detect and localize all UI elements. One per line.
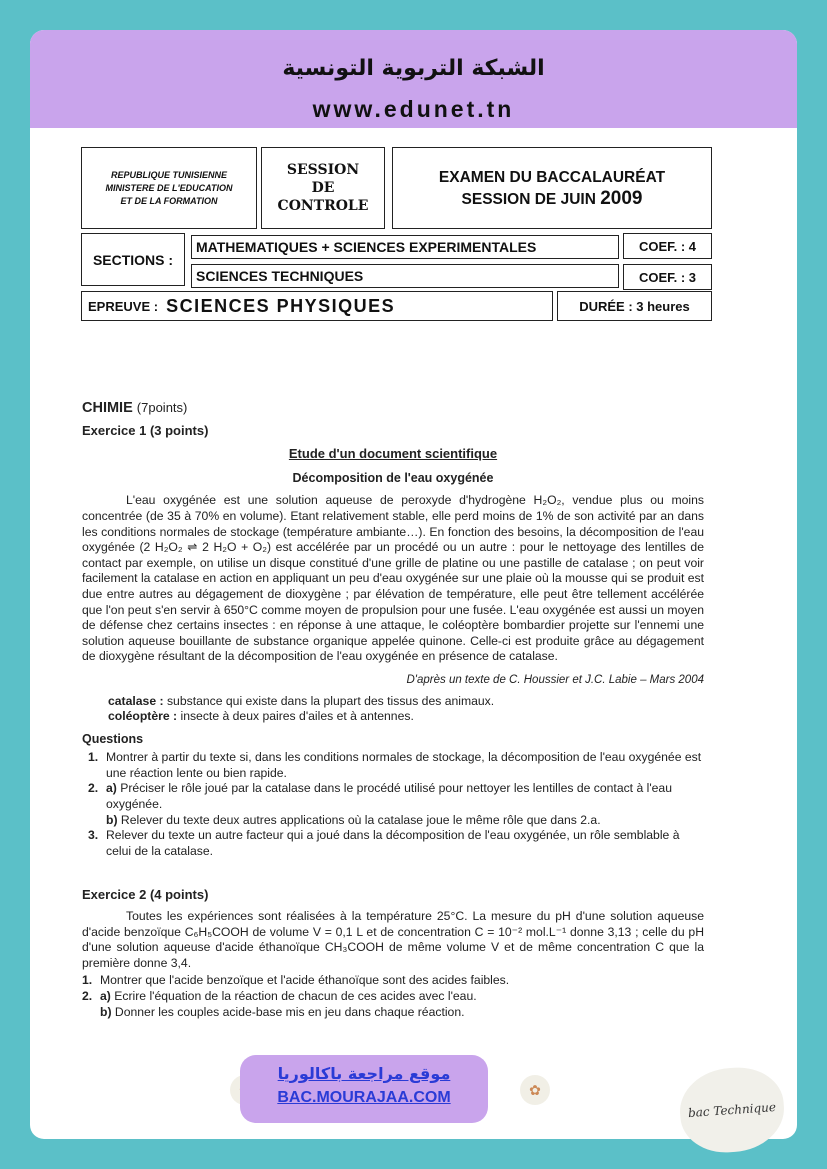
footer-site-link[interactable]: BAC.MOURAJAA.COM (277, 1089, 451, 1106)
glossary: catalase : substance qui existe dans la plupart des tissus des animaux. coléoptère : insecte à deux paires d'ailes et à antennes. (108, 693, 495, 724)
document-paragraph: L'eau oxygénée est une solution aqueuse de peroxyde d'hydrogène H₂O₂, vendue plus ou moins concentrée (de 35 à 70% en volume). Etant relativement stable, elle perd moins de 1% de son activité par an dans les conditions normales de stockage (température ambiante…). En fonction des besoins, la décomposition de l'eau oxygénée (2 H₂O₂ ⇌ 2 H₂O + O₂) est accélérée par un procédé ou un autre : pour le nettoyage des lentilles de contact par exemple, on utilise un disque constitué d'une grille de platine ou une pastille de catalase ; on peut voir facilement la catalase en action en appliquant un peu d'eau oxygénée sur une plaie où la mousse qui se produit est due entre autres au dégagement de dioxygène ; par élévation de température, elle peut être tellement accélérée que l'on peut s'en servir à 650°C comme moyen de propulsion pour une fusée. L'eau oxygénée est aussi un moyen de défense chez certains insectes : en réponse à une attaque, le coléoptère bombardier projette sur l'ennemi une solution aqueuse bouillante de substance organique appelée quinone. Celle-ci est produite grâce au dégagement de dioxygène résultant de la décomposition de l'eau oxygénée en présence de catalase. (82, 493, 704, 664)
epreuve-subject: SCIENCES PHYSIQUES (166, 295, 396, 316)
duree-box: DURÉE : 3 heures (557, 291, 712, 321)
republic-box: REPUBLIQUE TUNISIENNE MINISTERE DE L'EDUCATION ET DE LA FORMATION (81, 147, 257, 229)
exam-box: EXAMEN DU BACCALAURÉAT SESSION DE JUIN 2009 (392, 147, 712, 229)
exercise-1-title: Exercice 1 (3 points) (82, 422, 209, 438)
ex2-question-1: 1. Montrer que l'acide benzoïque et l'acide éthanoïque sont des acides faibles. (82, 973, 510, 988)
top-banner (30, 30, 797, 128)
exercise-2-paragraph: Toutes les expériences sont réalisées à la température 25°C. La mesure du pH d'une solution aqueuse d'acide benzoïque C₆H₅COOH de volume V = 0,1 L et de concentration C = 10⁻² mol.L⁻¹ donne 3,13 ; celle du pH d'une solution aqueuse d'acide éthanoïque CH₃COOH de même volume V et de même concentration C que la première donne 3,4. (82, 909, 704, 970)
document-subtitle: Décomposition de l'eau oxygénée (292, 470, 494, 485)
ex2-question-2a: 2. a) Ecrire l'équation de la réaction de chacun de ces acides avec l'eau. (82, 989, 477, 1003)
coef-1: COEF. : 4 (623, 233, 712, 259)
epreuve-label: EPREUVE : (88, 298, 159, 314)
footer-badge[interactable] (240, 1055, 488, 1123)
section-math-sciences: MATHEMATIQUES + SCIENCES EXPERIMENTALES (191, 235, 619, 259)
banner-url[interactable]: www.edunet.tn (312, 96, 515, 122)
document-title: Etude d'un document scientifique (288, 446, 498, 462)
section-techniques: SCIENCES TECHNIQUES (191, 264, 619, 288)
ex2-question-2b: b) Donner les couples acide-base mis en jeu dans chaque réaction. (100, 1004, 465, 1019)
bac-technique-stamp: bac Technique (677, 1064, 787, 1155)
coef-2: COEF. : 3 (623, 264, 712, 290)
exam-content (82, 400, 704, 1020)
exercise-2-title: Exercice 2 (4 points) (82, 887, 209, 903)
question-3: 3. Relever du texte un autre facteur qui a joué dans la décomposition de l'eau oxygénée, un rôle semblable à celui de la catalase. (88, 828, 680, 858)
question-2b: b) Relever du texte deux autres applications où la catalase joue le même rôle que dans 2.a. (106, 812, 601, 827)
questions-label: Questions (82, 731, 144, 746)
question-2a: 2. a) Préciser le rôle joué par la catalase dans le procédé utilisé pour nettoyer les lentilles de contact à l'eau oxygénée. (88, 781, 672, 812)
exam-year: 2009 (600, 187, 643, 209)
document-source: D'après un texte de C. Houssier et J.C. Labie – Mars 2004 (406, 673, 704, 686)
question-1: 1. Montrer à partir du texte si, dans les conditions normales de stockage, la décomposition de l'eau oxygénée est une réaction lente ou bien rapide. (88, 750, 702, 780)
epreuve-box (81, 291, 553, 321)
chimie-heading: CHIMIE (7points) (82, 400, 188, 416)
exercise-2-questions (82, 973, 704, 1020)
session-box: SESSION DE CONTROLE (261, 147, 385, 229)
right-logo-icon: ✿ (520, 1075, 550, 1105)
sections-label: SECTIONS : (81, 233, 185, 286)
page (30, 30, 797, 1139)
footer-arabic-link[interactable]: موقع مراجعة باكالوريا (277, 1064, 451, 1083)
questions-list (82, 750, 704, 859)
banner-arabic-title: الشبكة التربوية التونسية (282, 56, 545, 81)
